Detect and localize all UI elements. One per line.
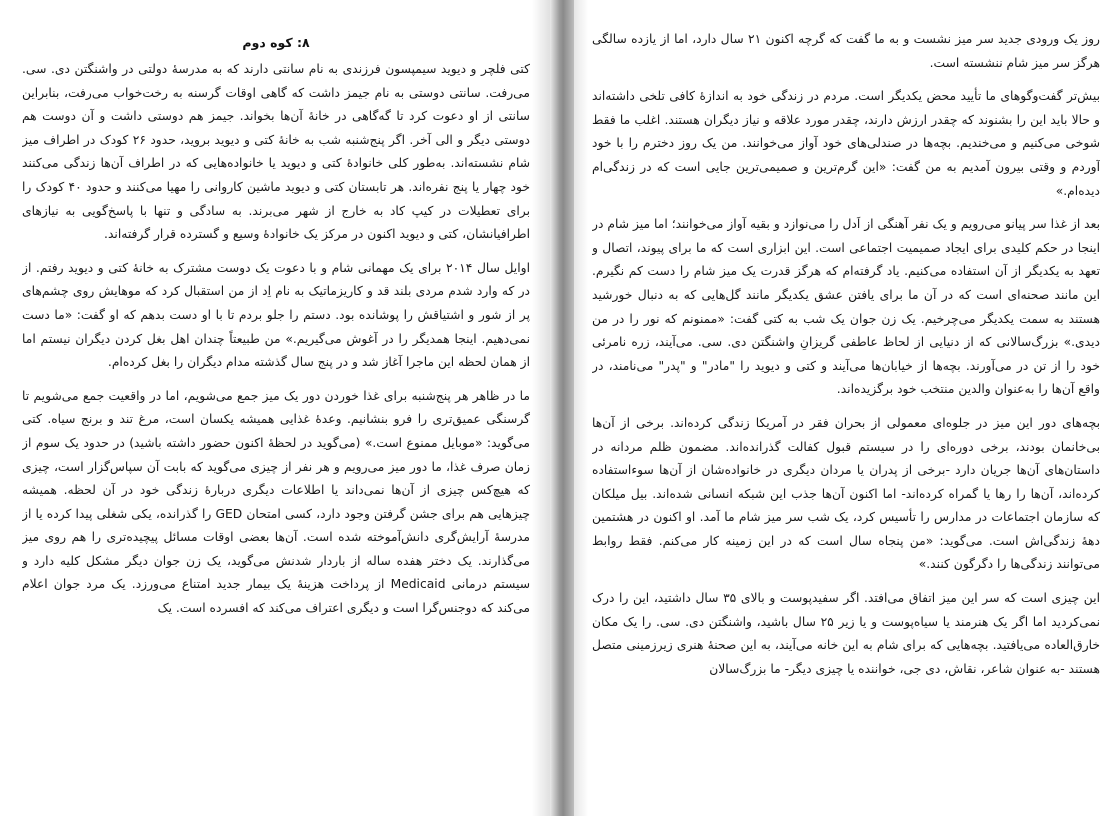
paragraph: کتی فلچر و دیوید سیمپسون فرزندی به نام سانتی دارند که به مدرسهٔ دولتی در واشنگتن دی. سی. می‌رفت. سانتی دوستی به نام جیمز داشت که گاهی اوقات گرسنه به رخت‌خواب می‌رفت، بنابراین سانتی از او دعوت کرد تا گه‌گاهی در خانهٔ آن‌ها بخواند. جیمز هم دوستی داشت و آن دوست هم دوستی دیگر و الی آخر. اگر پنج‌شنبه شب به خانهٔ کتی و دیوید بروید، حدود ۲۶ کودک در اطراف میز شام نشسته‌اند. به‌طور کلی خانوادهٔ کتی و دیوید یا خانواده‌هایی که در اطراف آن‌ها زندگی می‌کنند خود چهار یا پنج نفره‌اند. هر تابستان کتی و دیوید ماشین کاروانی را مهیا می‌کنند و حدود ۴۰ کودک را برای تعطیلات در کیپ کاد به خارج از شهر می‌برند. به سادگی و تنها با پاسخ‌گویی به نیازهای اطرافیانشان، کتی و دیوید اکنون در مرکز یک خانوادهٔ وسیع و گسترده قرار گرفته‌اند. — [22, 62, 530, 242]
left-page — [0, 0, 550, 816]
right-page — [574, 0, 1118, 816]
paragraph: بیش‌تر گفت‌وگوهای ما تأیید محض یکدیگر است. مردم در زندگی خود به اندازهٔ کافی تلخی داشته‌اند و حالا باید این را بشنوند که چقدر ارزش دارند، چقدر مورد علاقه و نیاز دیگران هستند. اغلب ما فقط شوخی می‌کنیم و می‌خندیم. بچه‌ها در صندلی‌های خود آواز می‌خوانند. من یک روز دخترم را با خود آوردم و وقتی بیرون آمدیم به من گفت: «این گرم‌ترین و صمیمی‌ترین جایی است که در زندگی‌ام دیده‌ام.» — [592, 89, 1100, 198]
paragraph: این چیزی است که سر این میز اتفاق می‌افتد. اگر سفیدپوست و بالای ۳۵ سال داشتید، این را درک نمی‌کردید اما اگر یک هنرمند یا سیاه‌پوست و یا زیر ۲۵ سال باشید، واشنگتن دی. سی. را یک مکان خارق‌العاده می‌یافتید. بچه‌هایی که برای شام به این خانه می‌آیند، به این صحنهٔ هنری زیرزمینی متصل هستند -به عنوان شاعر، نقاش، دی جی، خواننده یا چیزی دیگر- ما بزرگ‌سالان — [592, 591, 1100, 676]
paragraph: اوایل سال ۲۰۱۴ برای یک مهمانی شام و با دعوت یک دوست مشترک به خانهٔ کتی و دیوید رفتم. از در که وارد شدم مردی بلند قد و کاریزماتیک به نام اِد از من استقبال کرد که موهایش روی چشم‌های پر از شور و اشتیاقش را پوشانده بود. دستم را جلو بردم تا با او دست بدهم که او گفت: «ما دست نمی‌دهیم. اینجا همدیگر را در آغوش می‌گیریم.» من طبیعتاً چندان اهل بغل کردن دیگران نیستم اما از همان لحظه این ماجرا آغاز شد و در پنج سال گذشته مدام دیگران را بغل کرده‌ام. — [22, 260, 530, 370]
book-gutter — [550, 0, 574, 816]
paragraph: بعد از غذا سر پیانو می‌رویم و یک نفر آهنگی از اَدل را می‌نوازد و بقیه آواز می‌خوانند؛ اما میز شام در اینجا در حکم کلیدی برای ایجاد صمیمیت اجتماعی است. این ابزاری است که ما برای پیوند، اتصال و تعهد به یکدیگر از آن استفاده می‌کنیم. یاد گرفته‌ام که هرگز قدرت یک میز شام را دست کم نگیرم. این مانند صحنه‌ای است که در آن ما برای یافتن عشق یکدیگر مانند گل‌هایی که به دنبال خورشید هستند به سمت یکدیگر می‌چرخیم. یک زن جوان یک شب به کتی گفت: «ممنونم که نور را در من دیدی.» بزرگ‌سالانی که از دنیایی از لحاظ عاطفی گریزانِ واشنگتن دی. سی. می‌آیند، زره نامرئی خود را از تن در می‌آورند. بچه‌ها از خیابان‌ها می‌آیند و کتی و دیوید را "مادر" و "پدر" می‌نامند، در واقع آن‌ها را به‌عنوان والدین منتخب خود برگزیده‌اند. — [592, 217, 1100, 397]
right-page-body — [592, 28, 1100, 808]
chapter-title: ۸: کوه دوم — [242, 35, 310, 50]
paragraph: روز یک ورودی جدید سر میز نشست و به ما گفت که گرچه اکنون ۲۱ سال دارد، اما از یازده سالگی هرگز سر میز شام ننشسته است. — [592, 32, 1100, 70]
paragraph: ما در ظاهر هر پنج‌شنبه برای غذا خوردن دور یک میز جمع می‌شویم، اما در واقعیت جمع می‌شویم تا گرسنگی عمیق‌تری را فرو بنشانیم. وعدهٔ غذایی همیشه یکسان است، مرغ تند و برنج سیاه. کتی می‌گوید: «موبایل ممنوع است.» (می‌گوید در لحظهٔ اکنون حضور داشته باشید) در حدود یک سوم از زمان صرف غذا، ما دور میز می‌رویم و هر نفر از چیزی می‌گوید که بابت آن سپاس‌گزار است، چیزی که هیچ‌کس چیزی از آن‌ها نمی‌داند یا اطلاعات دیگری دربارهٔ زندگی خود در آن لحظه. همیشه چیزهایی هم برای جشن گرفتن وجود دارد، کسی امتحان GED را گذرانده، یکی شغلی پیدا کرده یا از مدرسهٔ آرایش‌گری دانش‌آموخته شده است. آن‌ها بعضی اوقات مسائل پیچیده‌تری را هم روی میز می‌گذارند. یک دختر هفده ساله از باردار شدنش می‌گوید، یک زن جوان دیگر مشکل کلیه دارد و سیستم درمانی Medicaid از پرداخت هزینهٔ یک بیمار جدید امتناع می‌ورزد. یک مرد جوان اعلام می‌کند که دوجنس‌گرا است و دیگری اعتراف می‌کند که افسرده است. یک — [22, 388, 530, 616]
left-page-body — [22, 58, 530, 816]
paragraph: بچه‌های دور این میز در جلوه‌ای معمولی از بحران فقر در آمریکا زندگی کرده‌اند. برخی از آن‌ها بی‌خانمان بودند، برخی دوره‌ای را در سیستم قبول کفالت گذرانده‌اند. مضمون ظلم مردانه در داستان‌های آن‌ها جریان دارد -برخی از پدران یا مردان دیگری در خانواده‌شان از آن‌ها سوءاستفاده کرده‌اند، آن‌ها را رها یا گمراه کرده‌اند- اما اکنون آن‌ها جذب این شبکه انسانی شده‌اند. بیل میلکان که سازمان اجتماعات در مدارس را تأسیس کرد، یک شب سر میز شام ما آمد. او اکنون در هشتمین دههٔ زندگی‌اش است. می‌گوید: «من پنجاه سال است که در این زمینه کار می‌کنم. فقط روابط می‌توانند زندگی‌ها را دگرگون کنند.» — [592, 415, 1100, 572]
